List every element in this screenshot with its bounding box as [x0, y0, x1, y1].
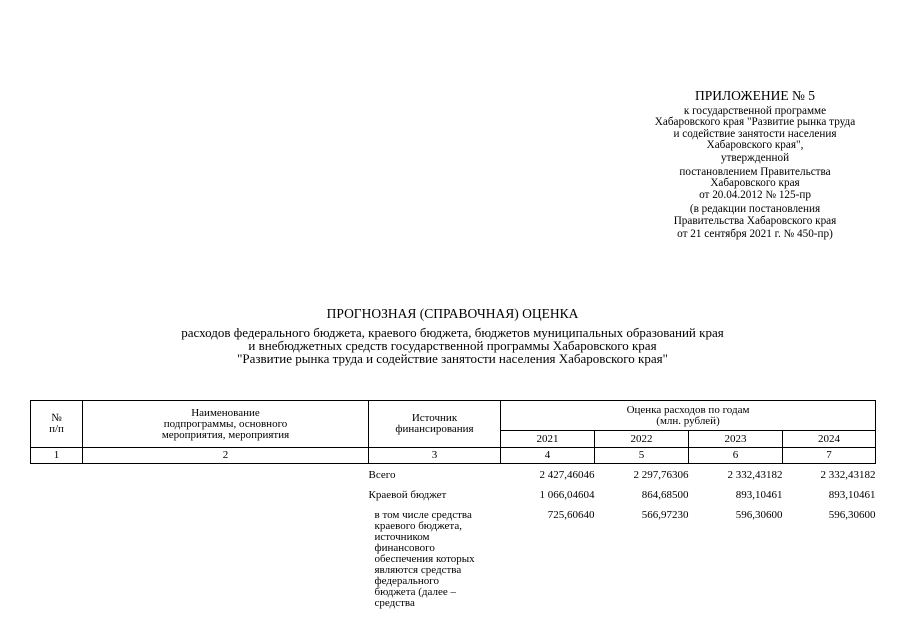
header-name: Наименование подпрограммы, основного мероприятия, мероприятия: [83, 401, 369, 448]
column-number: 4: [501, 448, 595, 464]
row-value: 2 427,46046: [539, 469, 595, 481]
subtitle-line: расходов федерального бюджета, краевого бюджета, бюджетов муниципальных образований края: [181, 325, 724, 340]
row-value: 893,10461: [828, 489, 876, 501]
appendix-block: [610, 88, 900, 240]
table-row: [31, 486, 876, 506]
row-value: 596,30600: [828, 509, 876, 521]
column-number: 1: [31, 448, 83, 464]
appendix-line: (в редакции постановления: [689, 203, 821, 216]
column-number-row: [31, 448, 876, 464]
row-value: 864,68500: [641, 489, 689, 501]
header-year: 2022: [595, 431, 689, 448]
table-row: [31, 506, 876, 609]
appendix-line: от 21 сентября 2021 г. № 450-пр): [677, 228, 833, 241]
document-subtitle: [0, 326, 905, 365]
row-source: Всего: [368, 469, 396, 481]
row-value: 2 332,43182: [820, 469, 876, 481]
header-year: 2024: [783, 431, 876, 448]
row-value: 566,97230: [641, 509, 689, 521]
header-num: № п/п: [31, 401, 83, 448]
row-value: 596,30600: [735, 509, 783, 521]
row-value: 1 066,04604: [539, 489, 595, 501]
table-row: [31, 464, 876, 487]
appendix-heading: ПРИЛОЖЕНИЕ № 5: [694, 88, 816, 103]
header-source: Источник финансирования: [369, 401, 501, 448]
column-number: 7: [783, 448, 876, 464]
header-estimate: Оценка расходов по годам (млн. рублей): [501, 401, 876, 431]
row-source: в том числе средства краевого бюджета, источником финансового обеспечения которых являются средства федерального бюджета (далее – средства: [374, 509, 475, 609]
row-value: 2 332,43182: [727, 469, 783, 481]
budget-table: [30, 400, 876, 609]
column-number: 3: [369, 448, 501, 464]
row-source: Краевой бюджет: [368, 489, 447, 501]
appendix-line: утвержденной: [720, 151, 790, 164]
column-number: 2: [83, 448, 369, 464]
appendix-line: Хабаровского края",: [706, 139, 804, 152]
subtitle-line: "Развитие рынка труда и содействие занятости населения Хабаровского края": [237, 351, 668, 366]
appendix-line: Правительства Хабаровского края: [673, 214, 837, 227]
row-value: 2 297,76306: [633, 469, 689, 481]
row-value: 893,10461: [735, 489, 783, 501]
appendix-line: Хабаровского края "Развитие рынка труда: [654, 116, 856, 129]
appendix-line: к государственной программе: [683, 105, 827, 117]
subtitle-line: и внебюджетных средств государственной программы Хабаровского края: [248, 338, 657, 353]
appendix-line: от 20.04.2012 № 125-пр: [699, 188, 811, 201]
column-number: 5: [595, 448, 689, 464]
appendix-line: Хабаровского края: [710, 177, 800, 190]
header-year: 2021: [501, 431, 595, 448]
row-value: 725,60640: [547, 509, 595, 521]
appendix-line: постановлением Правительства: [679, 166, 831, 179]
column-number: 6: [689, 448, 783, 464]
header-year: 2023: [689, 431, 783, 448]
document-title: ПРОГНОЗНАЯ (СПРАВОЧНАЯ) ОЦЕНКА: [326, 306, 579, 321]
appendix-line: и содействие занятости населения: [673, 127, 837, 140]
